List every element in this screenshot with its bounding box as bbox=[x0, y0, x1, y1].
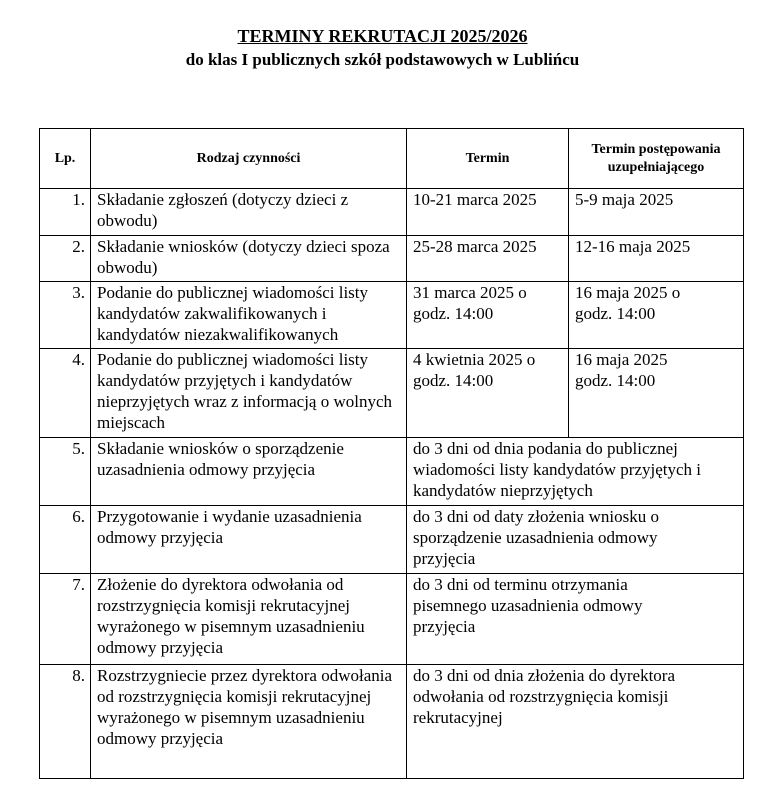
row-deadline: 10-21 marca 2025 bbox=[407, 189, 569, 236]
row-supplementary-deadline: 16 maja 2025 godz. 14:00 bbox=[569, 349, 744, 438]
row-supplementary-deadline: 16 maja 2025 o godz. 14:00 bbox=[569, 282, 744, 349]
row-activity: Podanie do publicznej wiadomości listy kandydatów przyjętych i kandydatów nieprzyjętych wraz z informacją o wolnych miejscach bbox=[91, 349, 407, 438]
table-row bbox=[40, 349, 744, 438]
row-activity: Rozstrzygniecie przez dyrektora odwołania od rozstrzygnięcia komisji rekrutacyjnej wyrażonego w pisemnym uzasadnieniu odmowy przyjęcia bbox=[91, 665, 407, 779]
table-row bbox=[40, 189, 744, 236]
row-deadline: 25-28 marca 2025 bbox=[407, 236, 569, 282]
header-rodzaj: Rodzaj czynności bbox=[91, 129, 407, 189]
table-row bbox=[40, 282, 744, 349]
table-row bbox=[40, 236, 744, 282]
row-number: 4. bbox=[40, 349, 91, 438]
document-subtitle: do klas I publicznych szkół podstawowych w Lublińcu bbox=[185, 50, 580, 69]
row-number: 1. bbox=[40, 189, 91, 236]
header-termin: Termin bbox=[407, 129, 569, 189]
header-row bbox=[40, 129, 744, 189]
row-deadline: do 3 dni od dnia złożenia do dyrektora odwołania od rozstrzygnięcia komisji rekrutacyjnej bbox=[407, 665, 744, 779]
row-number: 8. bbox=[40, 665, 91, 779]
document-title: TERMINY REKRUTACJI 2025/2026 bbox=[237, 26, 528, 46]
row-activity: Składanie wniosków o sporządzenie uzasadnienia odmowy przyjęcia bbox=[91, 438, 407, 506]
table-row bbox=[40, 506, 744, 574]
header-lp: Lp. bbox=[40, 129, 91, 189]
table-row bbox=[40, 665, 744, 779]
row-deadline: do 3 dni od daty złożenia wniosku o sporządzenie uzasadnienia odmowy przyjęcia bbox=[407, 506, 744, 574]
row-activity: Składanie wniosków (dotyczy dzieci spoza obwodu) bbox=[91, 236, 407, 282]
row-number: 7. bbox=[40, 574, 91, 665]
row-number: 6. bbox=[40, 506, 91, 574]
row-deadline: 4 kwietnia 2025 o godz. 14:00 bbox=[407, 349, 569, 438]
row-supplementary-deadline: 5-9 maja 2025 bbox=[569, 189, 744, 236]
table-row bbox=[40, 574, 744, 665]
row-supplementary-deadline: 12-16 maja 2025 bbox=[569, 236, 744, 282]
row-activity: Przygotowanie i wydanie uzasadnienia odmowy przyjęcia bbox=[91, 506, 407, 574]
row-activity: Podanie do publicznej wiadomości listy kandydatów zakwalifikowanych i kandydatów niezakwalifikowanych bbox=[91, 282, 407, 349]
row-number: 5. bbox=[40, 438, 91, 506]
row-deadline: do 3 dni od terminu otrzymania pisemnego uzasadnienia odmowy przyjęcia bbox=[407, 574, 744, 665]
row-number: 3. bbox=[40, 282, 91, 349]
table-row bbox=[40, 438, 744, 506]
row-activity: Złożenie do dyrektora odwołania od rozstrzygnięcia komisji rekrutacyjnej wyrażonego w pisemnym uzasadnieniu odmowy przyjęcia bbox=[91, 574, 407, 665]
row-deadline: 31 marca 2025 o godz. 14:00 bbox=[407, 282, 569, 349]
schedule-table bbox=[39, 128, 744, 779]
row-number: 2. bbox=[40, 236, 91, 282]
header-uzupelniajacy: Termin postępowania uzupełniającego bbox=[569, 129, 744, 189]
row-deadline: do 3 dni od dnia podania do publicznej wiadomości listy kandydatów przyjętych i kandydatów nieprzyjętych bbox=[407, 438, 744, 506]
row-activity: Składanie zgłoszeń (dotyczy dzieci z obwodu) bbox=[91, 189, 407, 236]
